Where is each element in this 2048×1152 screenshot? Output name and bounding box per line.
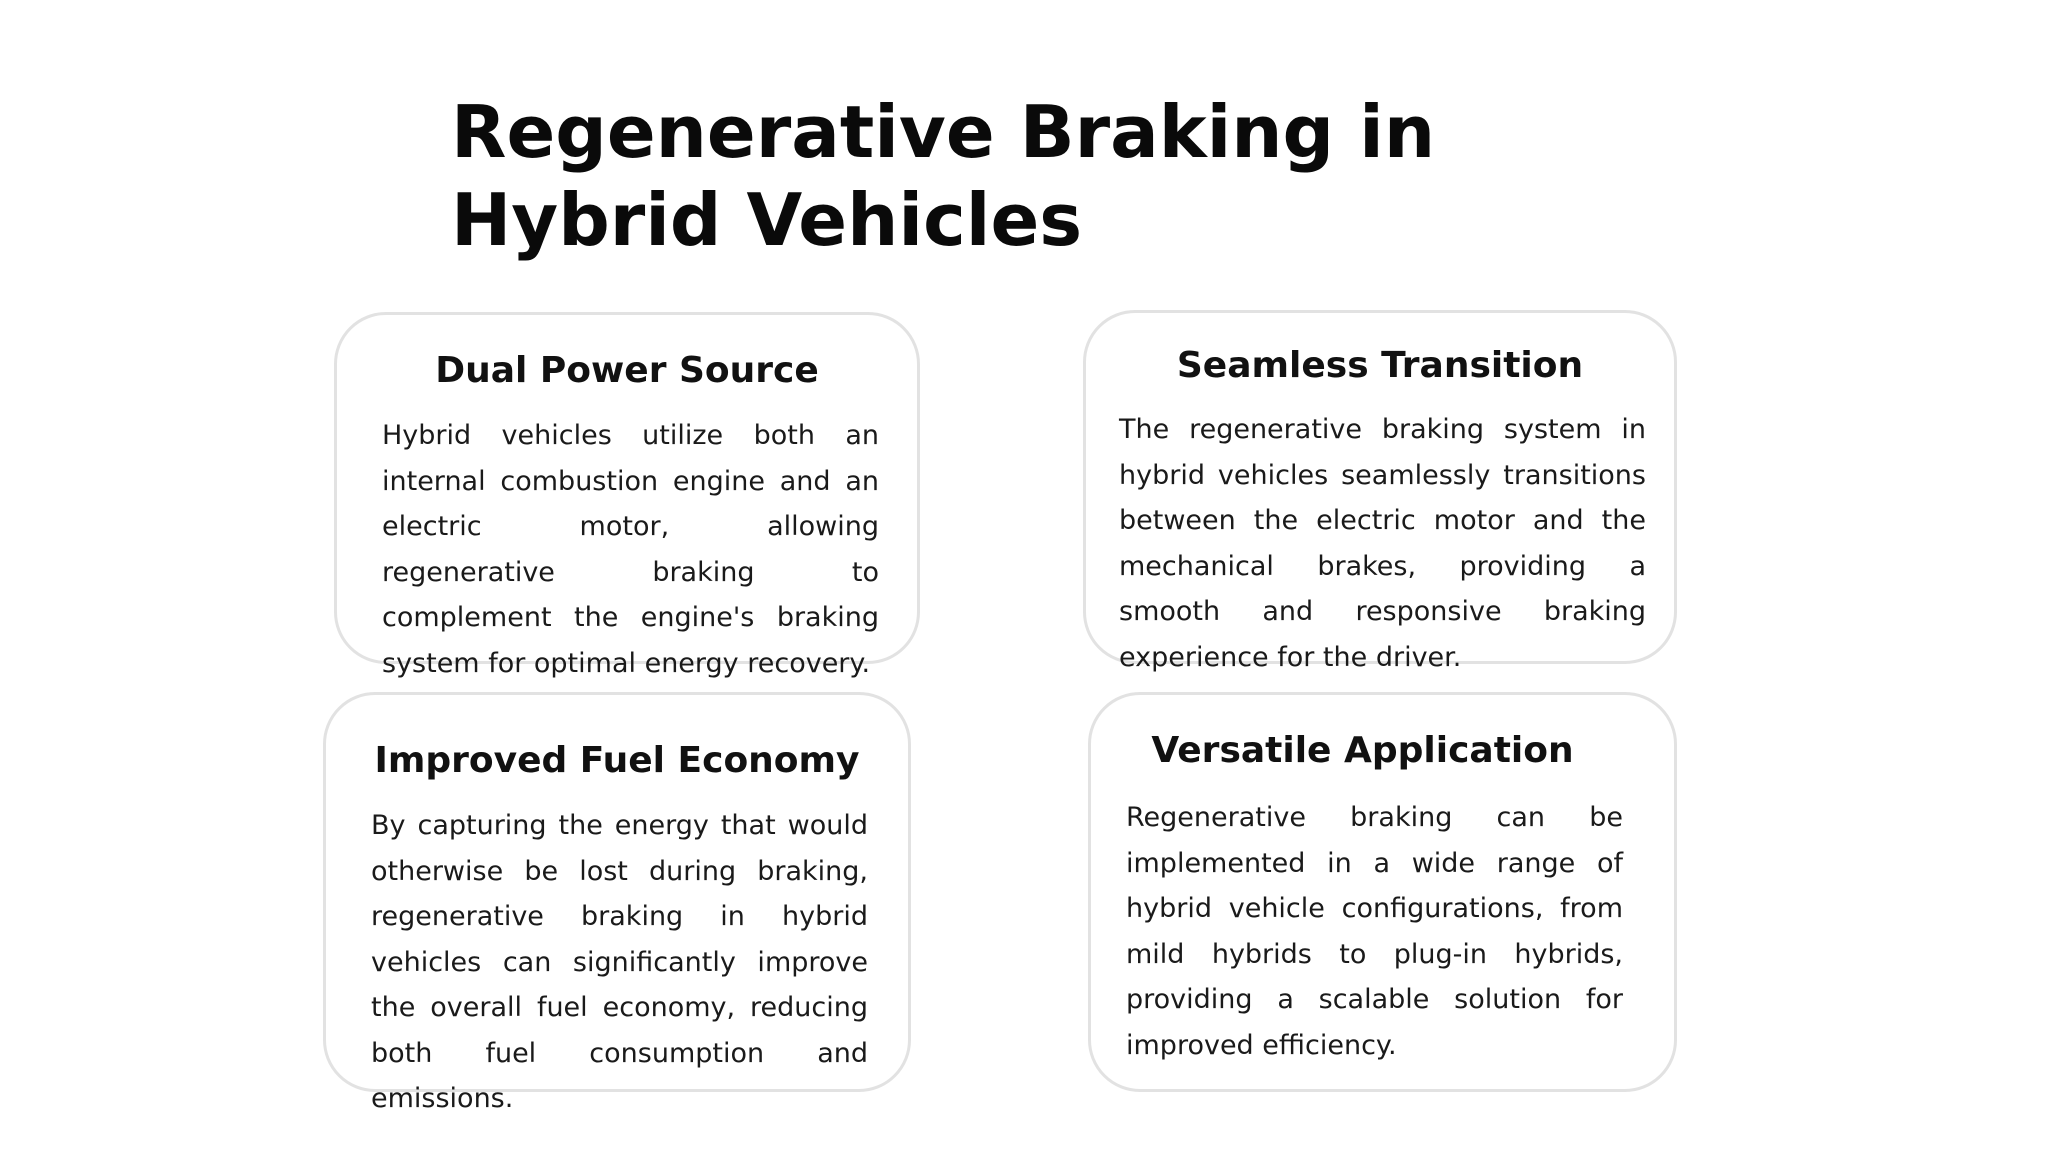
card-heading: Improved Fuel Economy <box>374 740 860 781</box>
card-improved-fuel-economy <box>323 692 911 1114</box>
card-heading: Seamless Transition <box>1176 345 1584 386</box>
card-text: The regenerative braking system in hybrid vehicles seamlessly transitions between the electric motor and the mechanical brakes, providing a smooth and responsive braking experience for the driver. <box>1119 414 1646 673</box>
card-text: By capturing the energy that would otherwise be lost during braking, regenerative braking in hybrid vehicles can significantly improve the overall fuel economy, reducing both fuel consumption and emissions. <box>371 810 868 1114</box>
card-dual-power-source <box>334 312 920 679</box>
card-versatile-application <box>1088 692 1677 1092</box>
card-seamless-transition <box>1083 310 1677 673</box>
card-heading: Versatile Application <box>1151 730 1574 771</box>
card-text: Hybrid vehicles utilize both an internal combustion engine and an electric motor, allowing regenerative braking to complement the engine's braking system for optimal energy recovery. <box>382 420 879 679</box>
slide-title: Regenerative Braking in Hybrid Vehicles <box>451 90 1436 262</box>
card-text: Regenerative braking can be implemented in a wide range of hybrid vehicle configurations, from mild hybrids to plug-in hybrids, providing a scalable solution for improved efficiency. <box>1126 802 1623 1061</box>
card-heading: Dual Power Source <box>435 350 819 391</box>
